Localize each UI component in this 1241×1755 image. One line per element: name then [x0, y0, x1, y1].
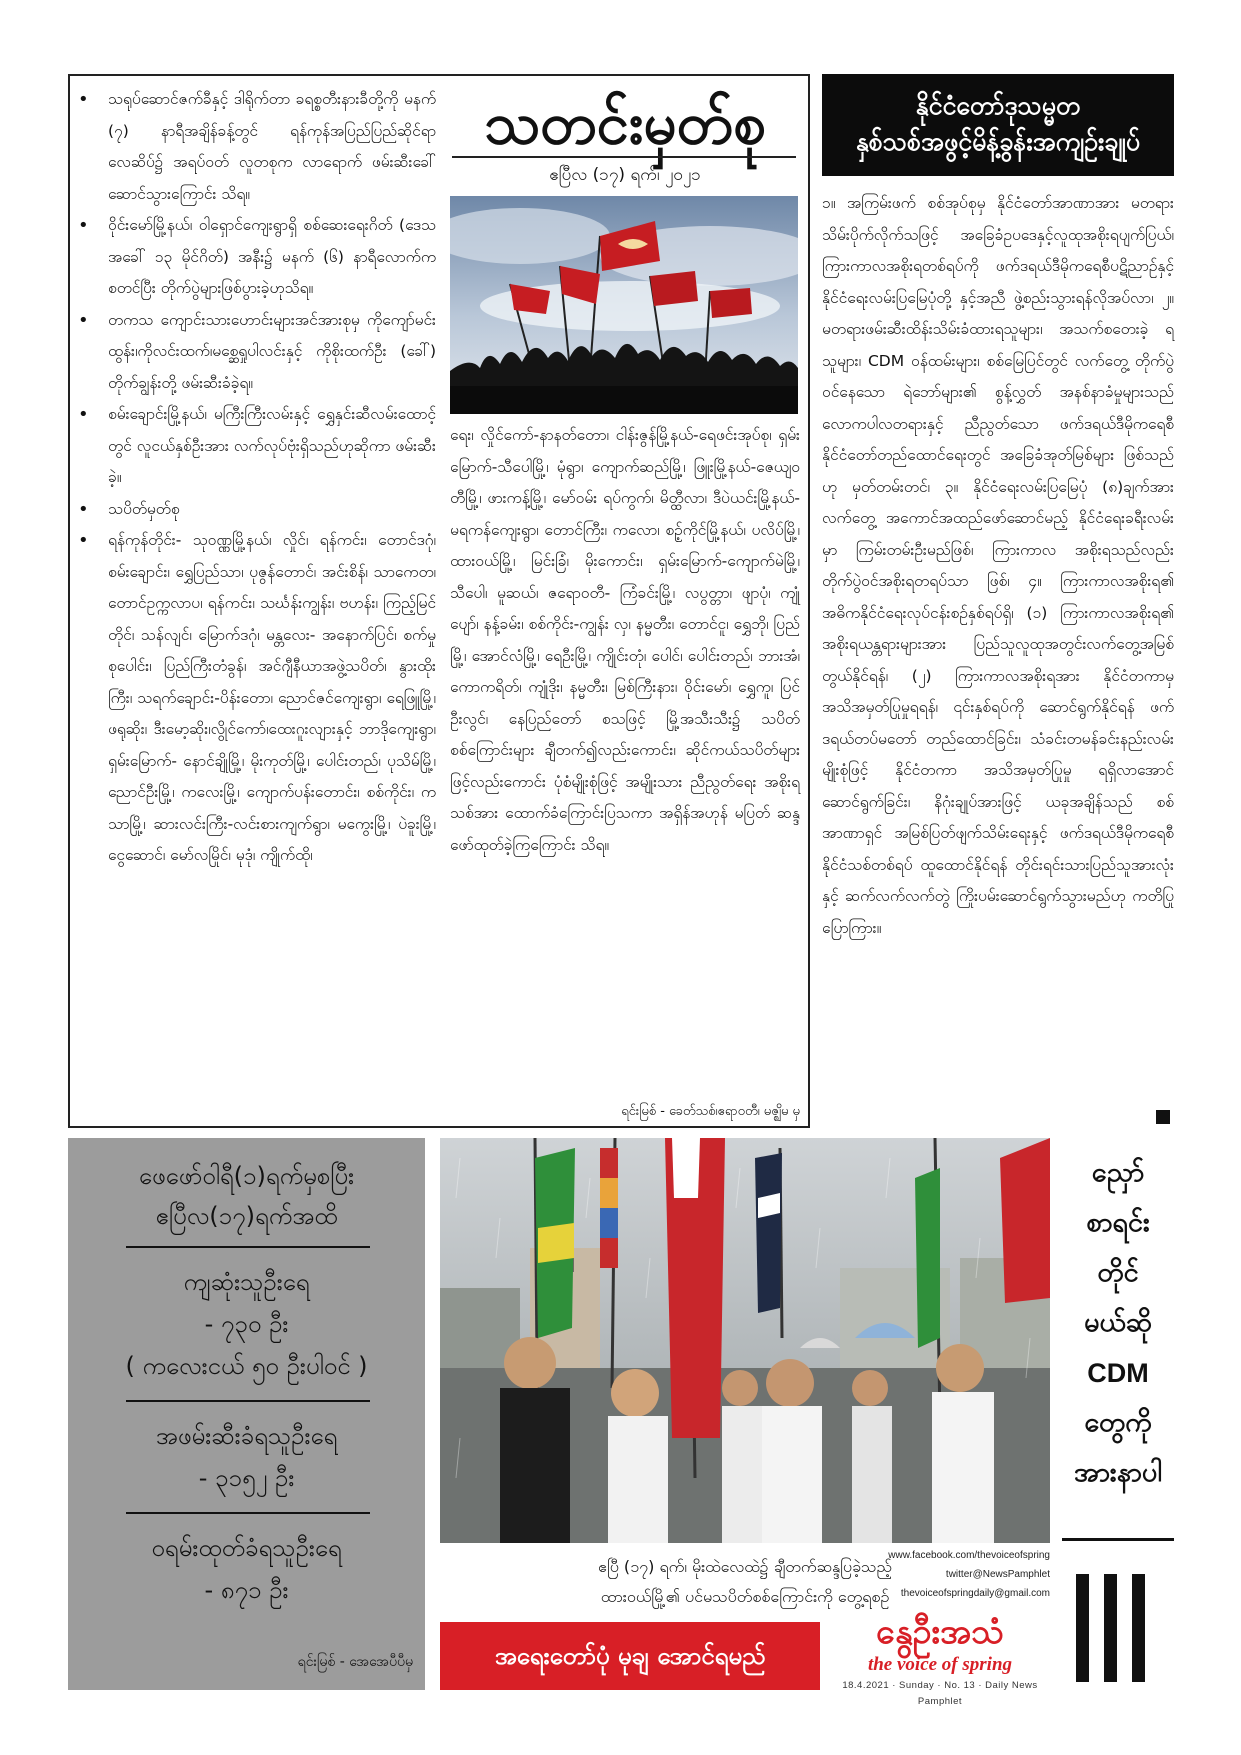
- speech-summary-text: ၁။ အကြမ်းဖက် စစ်အုပ်စုမှ နိုင်ငံတော်အာဏာအား မတရား သိမ်းပိုက်လိုက်သဖြင့် အခြေခံဥပဒေနှင့်လူထုအစိုးရပျက်ပြယ်၊ကြားကာလအစိုးရတစ်ရပ်ကို ဖက်ဒရယ်ဒီမိုကရေစီပဋိညာဉ်နှင့် နိုင်ငံရေးလမ်းပြမြေပုံတို့ နှင့်အညီ ဖွဲ့စည်းသွားရန်လိုအပ်လာ၊ ၂။ မတရားဖမ်းဆီးထိန်းသိမ်းခံထားရသူများ၊ အသက်စတေးခဲ့ ရသူများ၊ CDM ဝန်ထမ်းများ၊ စစ်မြေပြင်တွင် လက်တွေ့ တိုက်ပွဲဝင်နေသော ရဲဘော်များ၏ စွန့်လွှတ် အနစ်နာခံမှုများသည် လောကပါလတရားနှင့် ညီညွတ်သော ဖက်ဒရယ်ဒီမိုကရေစီနိုင်ငံတော်တည်ထောင်ရေးတွင် အခြေခံအုတ်မြစ်များ ဖြစ်သည်ဟု မှတ်တမ်းတင်၊ ၃။ နိုင်ငံရေးလမ်းပြမြေပုံ (၈)ချက်အား လက်တွေ့ အကောင်အထည်ဖော်ဆောင်မည့် နိုင်ငံရေးခရီးလမ်းမှာ ကြမ်းတမ်းဦးမည်ဖြစ်၊ ကြားကာလ အစိုးရသည်လည်း တိုက်ပွဲဝင်အစိုးရတရပ်သာ ဖြစ်၊ ၄။ ကြားကာလအစိုးရ၏ အဓိကနိုင်ငံရေးလုပ်ငန်းစဉ်နှစ်ရပ်ရှိ၊ (၁) ကြားကာလအစိုးရ၏ အစိုးရယန္တရားများအား ပြည်သူလူထုအတွင်းလက်တွေ့အမြစ်တွယ်နိုင်ရန်၊ (၂) ကြားကာလအစိုးရအား နိုင်ငံတကာမှ အသိအမှတ်ပြုမှုရရန်၊ ၎င်းနှစ်ရပ်ကို ဆောင်ရွက်နိုင်ရန် ဖက်ဒရယ်တပ်မတော် တည်ထောင်ခြင်း၊ သံခင်းတမန်ခင်းနည်းလမ်းမျိုးစုံဖြင့် နိုင်ငံတကာ အသိအမှတ်ပြုမှု ရရှိလာအောင် ဆောင်ရွက်ခြင်း၊ နိဂုံးချုပ်အားဖြင့် ယခုအချိန်သည် စစ်အာဏာရှင် အမြစ်ပြတ်ဖျက်သိမ်းရေးနှင့် ဖက်ဒရယ်ဒီမိုကရေစီနိုင်ငံသစ်တစ်ရပ် ထူထောင်နိုင်ရန် တိုင်းရင်းသားပြည်သူအားလုံးနှင့် ဆက်လက်လက်တွဲ ကြိုးပမ်းဆောင်ရွက်သွားမည်ဟု ကတိပြုပြောကြား။: [822, 194, 1174, 937]
- news-item: • ရန်ကုန်တိုင်း- သုဝဏ္ဏမြို့နယ်၊ လှိုင်၊ ရန်ကင်း၊ တောင်ဒဂုံ၊ စမ်းချောင်း၊ ရွှေပြည်သာ၊ ပုဇွန်တောင်၊ အင်းစိန်၊ သာကေတ၊ တောင်ဥက္ကလာပ၊ ရန်ကင်း၊ သင်္ဃန်းကျွန်း၊ ဗဟန်း၊ ကြည့်မြင်တိုင်၊ သန်လျင်၊ မြောက်ဒဂုံ၊ မန္တလေး- အနောက်ပြင်၊ စက်မှုစုပေါင်း၊ ပြည်ကြီးတံခွန်၊ အင်ဂျီနီယာအဖွဲ့သပိတ်၊ နွားထိုးကြီး၊ သရက်ချောင်း-ပိန်းတော၊ ညောင်ဇင်ကျေးရွာ၊ ရေဖြူမြို့၊ ဖရုဆိုး၊ ဒီးမော့ဆိုး၊လွိုင်ကော်၊ထေးဂူးလျားနှင့် ဘာဒိုကျေးရွာ၊ ရှမ်းမြောက်- နောင်ချိုမြို့၊ မိုးကုတ်မြို့၊ ပေါင်းတည်၊ ပုသိမ်မြို့၊ ညောင်ဦးမြို့၊ ကလေးမြို့၊ ကျောက်ပန်းတောင်း၊ စစ်ကိုင်း၊ ကသာမြို့၊ ဆားလင်းကြီး-လင်းစားကျက်ရွာ၊ မကွေးမြို့၊ ပဲခူးမြို့၊ ငွေဆောင်၊ မော်လမြိုင်၊ မုဒုံ၊ ကျိုက်ထို၊: [108, 525, 436, 872]
- photo-caption-line2: ထားဝယ်မြို့၏ ပင်မသပိတ်စစ်ကြောင်းကို တွေ့ရစဉ်: [600, 1587, 890, 1606]
- speech-heading-line2: နှစ်သစ်အဖွင့်မိန့်ခွန်းအကျဉ်းချုပ်: [855, 127, 1141, 156]
- casualty-stats-box: [68, 1138, 425, 1690]
- side-slogan-line: မယ်ဆို: [1084, 1307, 1152, 1338]
- killed-children-note: ( ကလေးငယ် ၅၀ ဦးပါဝင် ): [125, 1352, 368, 1380]
- stats-period-start: ဖေဖော်ဝါရီ(၁)ရက်မှစပြီး: [138, 1162, 355, 1190]
- speech-heading: [822, 74, 1174, 176]
- side-divider: [1062, 1538, 1174, 1541]
- side-slogan-line: CDM: [1087, 1358, 1149, 1388]
- news-item: • စမ်းချောင်းမြို့နယ်၊ မကြီးကြီးလမ်းနှင့် ရွှေနှင်းဆီလမ်းထောင့်တွင် လူငယ်နှစ်ဦးအား လက်လုပ်ဗုံးရှိသည်ဟုဆိုကာ ဖမ်းဆီးခဲ့။: [108, 399, 436, 494]
- stats-divider: [126, 1512, 370, 1514]
- twitter-handle[interactable]: twitter@NewsPamphlet: [945, 1569, 1050, 1580]
- killed-value: - ၇၃၀ ဦး: [204, 1310, 289, 1338]
- issue-date: ဧပြီလ (၁၇) ရက်၊ ၂၀၂၁: [549, 165, 701, 185]
- source-credit: ရင်းမြစ် - ခေတ်သစ်၊ဧရာဝတီ၊ မဇ္ဈိမ မှ: [621, 1104, 800, 1119]
- slogan-banner: အရေးတော်ပုံ မုချ အောင်ရမည်: [440, 1622, 820, 1690]
- contact-info: [828, 1546, 1050, 1603]
- side-slogan-line: စာရင်း: [1086, 1207, 1150, 1238]
- news-item: • သရုပ်ဆောင်ဇက်ခီနှင့် ဒါရိုက်တာ ခရစ္စတီးနားခီတို့ကို မနက် (၇) နာရီအချိန်ခန့်တွင် ရန်ကုန်အပြည်ပြည်ဆိုင်ရာ လေဆိပ်၌ အရပ်ဝတ် လူတစုက လာရောက် ဖမ်းဆီးခေါ်ဆောင်သွားကြောင်း သိရ။: [108, 84, 436, 210]
- stats-divider: [126, 1246, 370, 1248]
- news-column-middle: ရေး၊ လှိုင်ကော်-နာနတ်တော၊ ငါန်းဇွန်မြို့နယ်-ရေဖင်းအုပ်စု၊ ရှမ်းမြောက်-သီပေါမြို့၊ မုံရွာ၊ ကျောက်ဆည်မြို့၊ ဖြူးမြို့နယ်-ဇေယျဝတီမြို့၊ ဖားကန့်မြို့၊ မော်ဝမ်း ရပ်ကွက်၊ မိတ္ထီလာ၊ ဒီပဲယင်းမြို့နယ်-မရကန်ကျေးရွာ၊ တောင်ကြီး၊ ကလော၊ စဉ့်ကိုင်မြို့နယ်၊ ပလိပ်မြို့၊ ထားဝယ်မြို့၊ မြင်းခြံ၊ မိုးကောင်း၊ ရှမ်းမြောက်-ကျောက်မဲမြို့၊ သီပေါ၊ မူဆယ်၊ ဇရောဝတီ- ကြံခင်းမြို့၊ လပွတ္တာ၊ ဖျာပုံ၊ ကျုံပျော်၊ နန့်ခမ်း၊ စစ်ကိုင်း-ကျွန်း လှ၊ နမ္မတီး၊ တောင်ငူ၊ ရွှေဘို၊ ပြည်မြို့၊ အောင်လံမြို့၊ ရေဦးမြို့၊ ကျိုင်းတုံ၊ ပေါင်၊ ပေါင်းတည်၊ ဘားအံ၊ ကောကရိတ်၊ ကျုံဒိုး၊ နမ္မတီး၊ မြစ်ကြီးနား၊ ဝိုင်းမော်၊ ရွှေကူ၊ ပြင်ဦးလွင်၊ နေပြည်တော် စသဖြင့် မြို့အသီးသီး၌ သပိတ်စစ်ကြောင်းများ ချီတက်၍လည်းကောင်း၊ ဆိုင်ကယ်သပိတ်များဖြင့်လည်းကောင်း ပုံစံမျိုးစုံဖြင့် အမျိုးသား ညီညွတ်ရေး အစိုးရသစ်အား ထောက်ခံကြောင်းပြသကာ အရှိန်အဟုန် မပြတ် ဆန္ဒဖော်ထုတ်ခဲ့ကြကြောင်း သိရ။: [450, 426, 800, 854]
- killed-label: ကျဆုံးသူဦးရေ: [183, 1268, 310, 1296]
- issue-bar-icon: [1132, 1574, 1145, 1682]
- stats-source-credit: ရင်းမြစ် - အေအေပီပီမှ: [297, 1654, 413, 1670]
- stats-period-end: ဧပြီလ(၁၇)ရက်အထိ: [155, 1202, 338, 1230]
- issue-footer: 18.4.2021 · Sunday · No. 13 · Daily News Pamphlet: [842, 1680, 1038, 1707]
- news-item: • ဝိုင်းမော်မြို့နယ်၊ ဝါရှောင်ကျေးရွာရှိ စစ်ဆေးရေးဂိတ် (ဒေသအခေါ် ၁၃ မိုင်ဂိတ်) အနီး၌ မနက် (၆) နာရီလောက်က စတင်ပြီး တိုက်ပွဲများဖြစ်ပွားခဲ့ဟုသိရ။: [108, 210, 436, 305]
- square-bullet-icon: [1156, 1110, 1170, 1124]
- protest-flags-photo: [450, 196, 798, 414]
- side-slogan-line: တိုင်: [1097, 1257, 1139, 1288]
- stats-divider: [126, 1400, 370, 1402]
- news-item: • တကသ ကျောင်းသားဟောင်းများအင်အားစုမှ ကိုကျော်မင်းထွန်း၊ကိုလင်းထက်၊မစ္ဆေရှုပါလင်းနှင့် ကိုစိုးထက်ဦး (ခေါ်) တိုက်ချွန်းတို့ ဖမ်းဆီးခံခဲ့ရ။: [108, 305, 436, 400]
- email-address[interactable]: thevoiceofspringdaily@gmail.com: [900, 1588, 1050, 1599]
- speech-heading-line1: နိုင်ငံတော်ဒုသမ္မတ: [915, 91, 1081, 120]
- issue-bar-icon: [1104, 1574, 1117, 1682]
- detained-value: - ၃၁၅၂ ဦး: [198, 1464, 295, 1492]
- strike-notes-heading: • သပိတ်မှတ်စု: [108, 494, 436, 526]
- side-slogan-line: တွေကို: [1084, 1407, 1152, 1438]
- warrant-value: - ၈၇၁ ဦး: [204, 1576, 289, 1604]
- title-divider: [452, 156, 796, 158]
- side-slogan-line: ညှော်: [1091, 1157, 1145, 1188]
- rain-march-illustration: [440, 1138, 1050, 1543]
- rain-march-photo: [440, 1138, 1050, 1543]
- protest-flags-illustration: [450, 196, 798, 414]
- warrant-label: ဝရမ်းထုတ်ခံရသူဦးရေ: [151, 1534, 342, 1562]
- issue-bar-icon: [1076, 1574, 1089, 1682]
- side-slogan-line: အားနာပါ: [1074, 1457, 1162, 1488]
- detained-label: အဖမ်းဆီးခံရသူဦးရေ: [155, 1422, 338, 1450]
- photo-caption-line1: ဧပြီ (၁၇) ရက်၊ မိုးထဲလေထဲ၌ ချီတက်ဆန္ဒပြခဲ့သည့်: [598, 1557, 892, 1576]
- news-bullet-list: [74, 84, 436, 872]
- page-title: သတင်းမှတ်စု: [484, 89, 766, 157]
- news-column-left: [74, 84, 436, 1122]
- side-slogan: [1062, 1148, 1174, 1498]
- brand-logo-text: နွေဦးအသံ: [875, 1612, 1005, 1652]
- brand-tagline: the voice of spring: [867, 1654, 1013, 1675]
- facebook-link[interactable]: www.facebook.com/thevoiceofspring: [888, 1550, 1050, 1561]
